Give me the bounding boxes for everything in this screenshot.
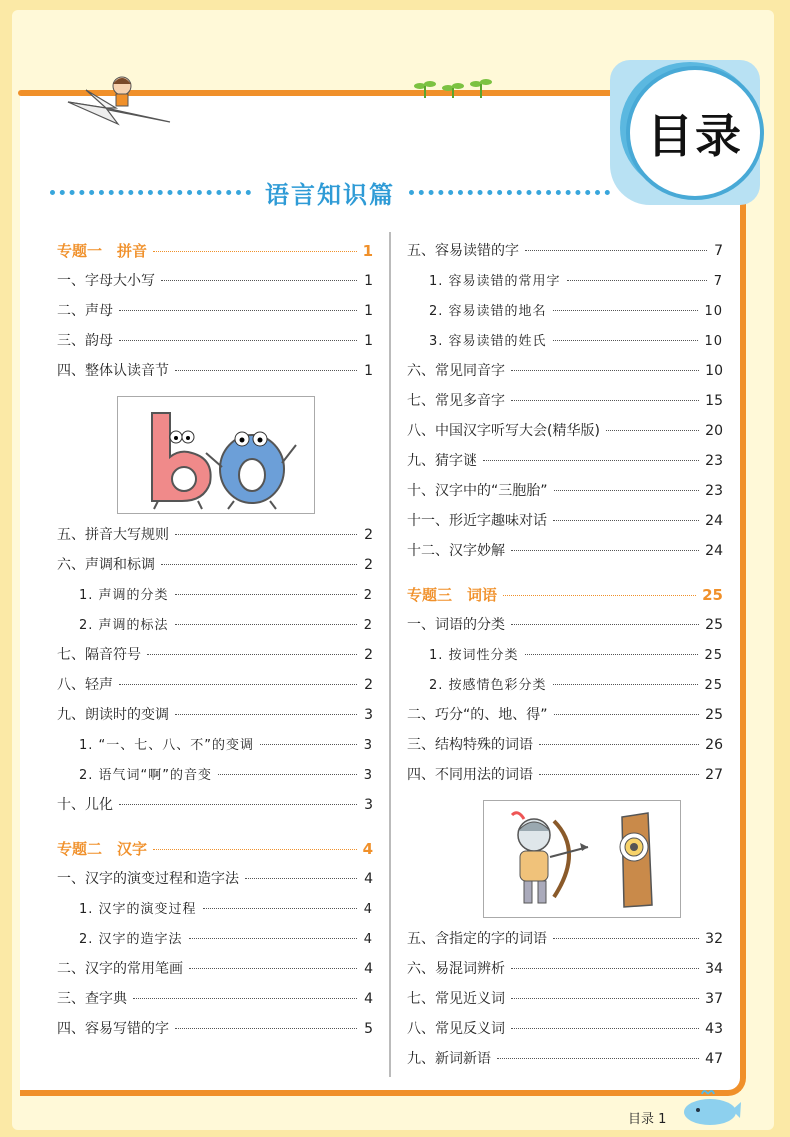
toc-page-number: 10 (705, 363, 723, 379)
toc-page-number: 25 (704, 648, 723, 663)
toc-entry-label: 专题一 拼音 (57, 242, 148, 260)
toc-page-number: 4 (364, 991, 373, 1007)
dot-leader (189, 938, 357, 939)
dot-leader (554, 714, 700, 715)
toc-page-number: 23 (705, 483, 723, 499)
toc-page-number: 4 (363, 902, 373, 917)
toc-item-row[interactable] (407, 360, 723, 390)
toc-subitem-row[interactable] (57, 734, 373, 764)
dot-leader (553, 520, 699, 521)
toc-entry-label: 3. 容易读错的姓氏 (429, 334, 547, 349)
dot-leader (511, 370, 699, 371)
toc-item-row[interactable] (407, 704, 723, 734)
toc-item-row[interactable] (57, 270, 373, 300)
toc-page-number: 10 (704, 334, 723, 349)
toc-page-number: 3 (363, 768, 373, 783)
whale-icon (678, 1086, 742, 1126)
dot-leader (147, 654, 357, 655)
archer-illustration (483, 800, 681, 918)
toc-page-number: 37 (705, 991, 723, 1007)
toc-entry-label: 专题三 词语 (407, 586, 498, 604)
toc-entry-label: 三、查字典 (57, 991, 127, 1007)
dot-leader (554, 490, 700, 491)
dot-leader (260, 744, 357, 745)
toc-page-number: 2 (363, 588, 373, 603)
toc-subitem-row[interactable] (407, 300, 723, 330)
bo-illustration (117, 396, 315, 514)
toc-page-number: 2 (364, 677, 373, 693)
toc-entry-label: 一、词语的分类 (407, 617, 505, 633)
dot-leader (553, 310, 699, 311)
toc-item-row[interactable] (407, 614, 723, 644)
toc-page-number: 20 (705, 423, 723, 439)
toc-page-number: 1 (364, 363, 373, 379)
dot-leader (553, 684, 699, 685)
toc-subitem-row[interactable] (57, 614, 373, 644)
toc-item-row[interactable] (407, 450, 723, 480)
toc-page-number: 24 (705, 513, 723, 529)
toc-page-number: 7 (714, 243, 723, 259)
toc-item-row[interactable] (57, 330, 373, 360)
toc-page-number: 10 (704, 304, 723, 319)
toc-subitem-row[interactable] (57, 898, 373, 928)
toc-entry-label: 2. 汉字的造字法 (79, 932, 183, 947)
toc-item-row[interactable] (57, 704, 373, 734)
toc-page-number: 25 (705, 707, 723, 723)
dot-leader (153, 849, 357, 850)
toc-entry-label: 二、汉字的常用笔画 (57, 961, 183, 977)
toc-entry-label: 五、拼音大写规则 (57, 527, 169, 543)
toc-entry-label: 八、常见反义词 (407, 1021, 505, 1037)
dot-leader (497, 1058, 699, 1059)
toc-topic-row[interactable] (57, 838, 373, 868)
dot-leader (511, 1028, 699, 1029)
toc-entry-label: 1. 汉字的演变过程 (79, 902, 197, 917)
toc-topic-row[interactable] (57, 240, 373, 270)
dot-leader (175, 594, 357, 595)
toc-page-number: 1 (364, 303, 373, 319)
toc-page-number: 3 (364, 707, 373, 723)
dot-leader (606, 430, 699, 431)
toc-subitem-row[interactable] (407, 270, 723, 300)
toc-entry-label: 七、隔音符号 (57, 647, 141, 663)
toc-entry-label: 十一、形近字趣味对话 (407, 513, 547, 529)
toc-item-row[interactable] (407, 510, 723, 540)
toc-page-number: 34 (705, 961, 723, 977)
toc-page-number: 3 (363, 738, 373, 753)
dot-leader (119, 340, 357, 341)
dot-leader (119, 684, 357, 685)
toc-item-row[interactable] (57, 794, 373, 824)
dot-leader (218, 774, 357, 775)
toc-item-row[interactable] (407, 240, 723, 270)
toc-item-row[interactable] (407, 958, 723, 988)
toc-page-number: 4 (362, 840, 373, 858)
toc-page-number: 32 (705, 931, 723, 947)
toc-entry-label: 七、常见多音字 (407, 393, 505, 409)
toc-entry-label: 四、容易写错的字 (57, 1021, 169, 1037)
toc-item-row[interactable] (407, 480, 723, 510)
toc-page-number: 1 (364, 333, 373, 349)
toc-subitem-row[interactable] (57, 764, 373, 794)
toc-entry-label: 2. 声调的标法 (79, 618, 169, 633)
toc-page-number: 23 (705, 453, 723, 469)
toc-entry-label: 1. 声调的分类 (79, 588, 169, 603)
toc-entry-label: 九、猜字谜 (407, 453, 477, 469)
section-title: 语言知识篇 (265, 180, 395, 209)
toc-entry-label: 六、声调和标调 (57, 557, 155, 573)
dot-leader (503, 595, 696, 596)
dot-leader (511, 400, 699, 401)
dot-leader (161, 564, 357, 565)
toc-item-row[interactable] (407, 540, 723, 570)
toc-entry-label: 八、中国汉字听写大会(精华版) (407, 423, 600, 439)
dot-leader (175, 370, 357, 371)
toc-entry-label: 六、易混词辨析 (407, 961, 505, 977)
toc-item-row[interactable] (407, 764, 723, 794)
toc-item-row[interactable] (407, 928, 723, 958)
dot-leader (119, 804, 357, 805)
dotted-line-right (409, 190, 610, 195)
dot-leader (483, 460, 699, 461)
dot-leader (539, 744, 699, 745)
toc-item-row[interactable] (407, 734, 723, 764)
dot-leader (175, 714, 357, 715)
dot-leader (553, 340, 699, 341)
toc-page-number: 24 (705, 543, 723, 559)
toc-entry-label: 五、含指定的字的词语 (407, 931, 547, 947)
toc-entry-label: 1. “一、七、八、不”的变调 (79, 738, 255, 753)
toc-entry-label: 四、整体认读音节 (57, 363, 169, 379)
toc-entry-label: 七、常见近义词 (407, 991, 505, 1007)
dot-leader (511, 624, 699, 625)
toc-entry-label: 十、儿化 (57, 797, 113, 813)
toc-item-row[interactable] (57, 1018, 373, 1048)
toc-entry-label: 一、汉字的演变过程和造字法 (57, 871, 239, 887)
dot-leader (119, 310, 357, 311)
toc-page-number: 25 (704, 678, 723, 693)
paper-plane-illustration (66, 72, 176, 132)
dot-leader (511, 968, 699, 969)
dot-leader (525, 250, 707, 251)
toc-page-number: 43 (705, 1021, 723, 1037)
dot-leader (189, 968, 357, 969)
toc-item-row[interactable] (57, 524, 373, 554)
toc-entry-label: 十、汉字中的“三胞胎” (407, 483, 548, 499)
dot-leader (153, 251, 357, 252)
toc-item-row[interactable] (407, 390, 723, 420)
toc-entry-label: 五、容易读错的字 (407, 243, 519, 259)
toc-entry-label: 2. 语气词“啊”的音变 (79, 768, 213, 783)
toc-entry-label: 二、巧分“的、地、得” (407, 707, 548, 723)
toc-title: 目录 (647, 109, 743, 163)
dot-leader (161, 280, 357, 281)
toc-page-number: 2 (364, 557, 373, 573)
toc-entry-label: 专题二 汉字 (57, 840, 148, 858)
dotted-line-left (50, 190, 251, 195)
toc-entry-label: 二、声母 (57, 303, 113, 319)
toc-topic-row[interactable] (407, 584, 723, 614)
sprout-decoration (412, 74, 492, 100)
toc-entry-label: 三、结构特殊的词语 (407, 737, 533, 753)
toc-item-row[interactable] (57, 868, 373, 898)
toc-entry-label: 1. 按词性分类 (429, 648, 519, 663)
toc-entry-label: 2. 容易读错的地名 (429, 304, 547, 319)
toc-badge (630, 70, 760, 196)
toc-page-number: 2 (364, 527, 373, 543)
toc-item-row[interactable] (407, 1018, 723, 1048)
toc-page-number: 1 (364, 273, 373, 289)
dot-leader (175, 534, 357, 535)
dot-leader (203, 908, 357, 909)
toc-page-number: 3 (364, 797, 373, 813)
dot-leader (539, 774, 699, 775)
toc-subitem-row[interactable] (407, 330, 723, 360)
dot-leader (245, 878, 357, 879)
toc-subitem-row[interactable] (57, 584, 373, 614)
dot-leader (175, 624, 357, 625)
dot-leader (133, 998, 357, 999)
toc-page-number: 4 (363, 932, 373, 947)
toc-item-row[interactable] (57, 958, 373, 988)
toc-page-number: 26 (705, 737, 723, 753)
toc-entry-label: 十二、汉字妙解 (407, 543, 505, 559)
column-divider (389, 232, 391, 1077)
toc-entry-label: 九、朗读时的变调 (57, 707, 169, 723)
toc-entry-label: 一、字母大小写 (57, 273, 155, 289)
toc-entry-label: 八、轻声 (57, 677, 113, 693)
toc-column-left (57, 240, 373, 1048)
toc-page-number: 2 (364, 647, 373, 663)
toc-item-row[interactable] (57, 674, 373, 704)
toc-item-row[interactable] (57, 988, 373, 1018)
toc-item-row[interactable] (407, 988, 723, 1018)
toc-item-row[interactable] (57, 300, 373, 330)
toc-entry-label: 1. 容易读错的常用字 (429, 274, 561, 289)
section-heading (50, 172, 610, 212)
toc-page-number: 4 (364, 961, 373, 977)
toc-page-number: 25 (705, 617, 723, 633)
toc-page-number: 15 (705, 393, 723, 409)
toc-item-row[interactable] (407, 420, 723, 450)
toc-entry-label: 九、新词新语 (407, 1051, 491, 1067)
dot-leader (567, 280, 707, 281)
toc-item-row[interactable] (57, 360, 373, 390)
toc-subitem-row[interactable] (407, 644, 723, 674)
toc-page-number: 4 (364, 871, 373, 887)
toc-page-number: 2 (363, 618, 373, 633)
toc-page-number: 7 (713, 274, 723, 289)
toc-entry-label: 2. 按感情色彩分类 (429, 678, 547, 693)
toc-item-row[interactable] (57, 644, 373, 674)
toc-column-right (407, 240, 723, 1078)
dot-leader (511, 550, 699, 551)
toc-entry-label: 六、常见同音字 (407, 363, 505, 379)
toc-page-number: 5 (364, 1021, 373, 1037)
toc-item-row[interactable] (57, 554, 373, 584)
dot-leader (525, 654, 699, 655)
dot-leader (175, 1028, 357, 1029)
dot-leader (511, 998, 699, 999)
toc-page-number: 27 (705, 767, 723, 783)
toc-entry-label: 三、韵母 (57, 333, 113, 349)
toc-entry-label: 四、不同用法的词语 (407, 767, 533, 783)
dot-leader (553, 938, 699, 939)
toc-subitem-row[interactable] (57, 928, 373, 958)
toc-page-number: 47 (705, 1051, 723, 1067)
toc-item-row[interactable] (407, 1048, 723, 1078)
toc-subitem-row[interactable] (407, 674, 723, 704)
toc-page-number: 25 (702, 586, 723, 604)
page-number: 目录 1 (628, 1112, 667, 1127)
toc-page-number: 1 (362, 242, 373, 260)
